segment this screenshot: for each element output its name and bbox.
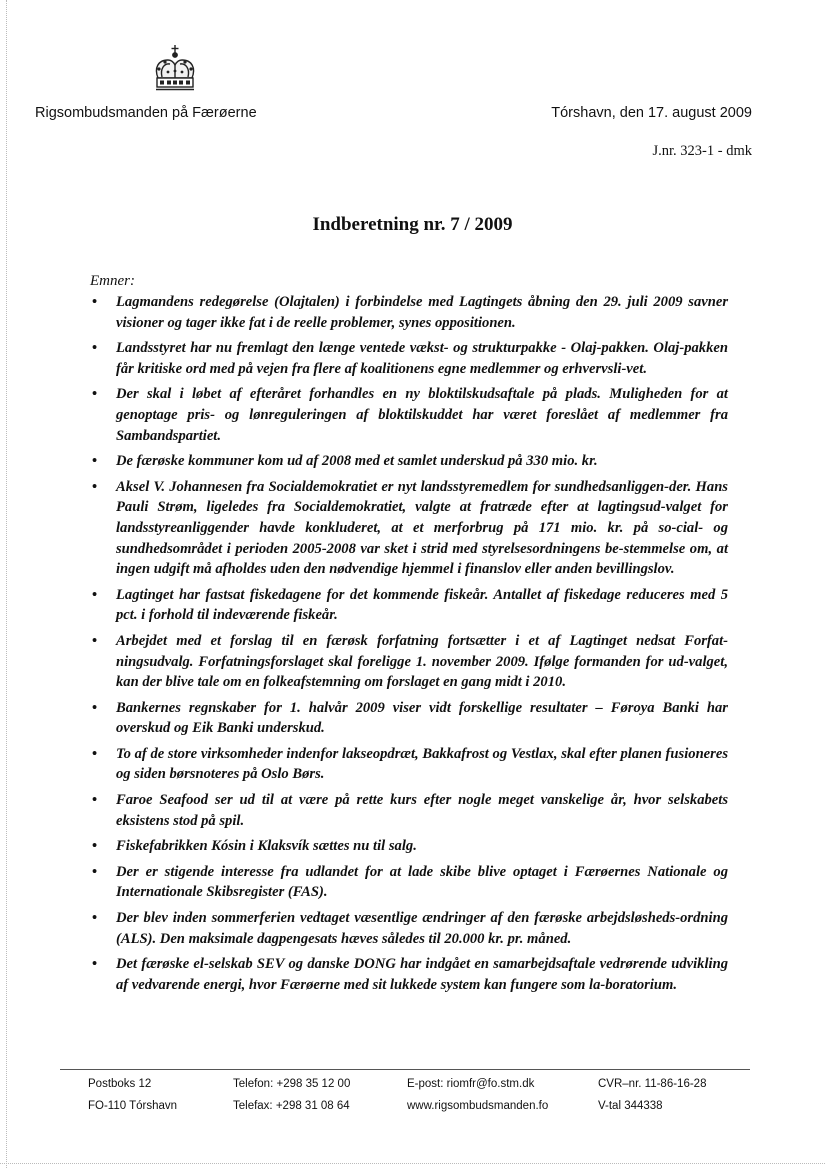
list-item-text: Lagmandens redegørelse (Olajtalen) i forbindelse med Lagtingets åbning den 29. juli 2009 savner visioner og tager ikke fat i de reelle problemer, synes oppositionen.: [116, 294, 728, 331]
footer-vtal: V-tal 344338: [598, 1100, 663, 1112]
list-item-text: Bankernes regnskaber for 1. halvår 2009 viser vidt forskellige resultater – Føroya Banki har overskud og Eik Banki underskud.: [116, 699, 728, 737]
list-item: • Det færøske el-selskab SEV og danske DONG har indgået en samarbejdsaftale vedrørende udvikling af vedvarende energi, hvor Færøerne med sit lukkede system kan fungere som la-boratorium.: [92, 956, 728, 993]
footer-postcode: FO-110 Tórshavn: [88, 1100, 178, 1112]
footer-phone: Telefon: +298 35 12 00: [233, 1078, 351, 1090]
list-item-text: To af de store virksomheder indenfor lakseopdræt, Bakkafrost og Vestlax, skal efter planen fusioneres og siden børsnoteres på Oslo Børs.: [116, 745, 728, 783]
place-date: Tórshavn, den 17. august 2009: [551, 105, 752, 121]
footer-divider: [60, 1069, 750, 1070]
list-item: • Der blev inden sommerferien vedtaget væsentlige ændringer af den færøske arbejdsløsheds-ordning (ALS). Den maksimale dagpengesats hæves således til 20.000 kr. pr. måned.: [92, 910, 728, 947]
list-item-text: Der er stigende interesse fra udlandet for at lade skibe blive optaget i Færøernes Nationale og Internationale Skibsregister (FAS).: [116, 863, 728, 901]
list-item: • Arbejdet med et forslag til en færøsk forfatning fortsætter i et af Lagtinget nedsat Forfat-ningsudvalg. Forfatningsforslaget skal foreligge 1. november 2009. Ifølge formanden for ud-valget, kan der blive tale om en folkeafstemning om forslaget en gang midt i 2010.: [92, 632, 728, 691]
footer-website[interactable]: www.rigsombudsmanden.fo: [407, 1100, 549, 1112]
footer-fax: Telefax: +298 31 08 64: [233, 1100, 350, 1112]
list-item: • Lagmandens redegørelse (Olajtalen) i forbindelse med Lagtingets åbning den 29. juli 2009 savner visioner og tager ikke fat i de reelle problemer, synes oppositionen.: [92, 294, 728, 331]
list-item: • Landsstyret har nu fremlagt den længe ventede vækst- og strukturpakke - Olaj-pakken. Olaj-pakken får kritiske ord med på vejen fra flere af koalitionens egne medlemmer og erhvervsli-vet.: [92, 340, 728, 377]
list-item: • Lagtinget har fastsat fiskedagene for det kommende fiskeår. Antallet af fiskedage reduceres med 5 pct. i forhold til indeværende fiskeår.: [92, 586, 728, 624]
topics-label: Emner:: [90, 273, 135, 289]
list-item: • Faroe Seafood ser ud til at være på rette kurs efter nogle meget vanskelige år, hvor selskabets eksistens stod på spil.: [92, 792, 728, 829]
report-title: Indberetning nr. 7 / 2009: [312, 214, 513, 235]
footer-email[interactable]: E-post: riomfr@fo.stm.dk: [407, 1078, 535, 1090]
topic-list: [92, 292, 728, 1000]
list-item-text: Aksel V. Johannesen fra Socialdemokratiet er nyt landsstyremedlem for sundhedsanliggen-der. Hans Pauli Strøm, ligeledes fra Socialdemokratiet, valgte at fratræde efter at lagtingsud-valget for landsstyreanliggender havde konkluderet, at et merforbrug på 171 mio. kr. på so-cial- og sundhedsområdet i perioden 2005-2008 var sket i strid med styrelsesordningens be-stemmelse om, at ingen udgift må afholdes uden den nødvendige hjemmel i finanslov eller anden bevillingslov.: [116, 478, 728, 578]
list-item-text: Arbejdet med et forslag til en færøsk forfatning fortsætter i et af Lagtinget nedsat Forfat-ningsudvalg. Forfatningsforslaget skal foreligge 1. november 2009. Ifølge formanden for ud-valget, kan der blive tale om en folkeafstemning om forslaget en gang midt i 2010.: [116, 632, 728, 691]
footer-postbox: Postboks 12: [88, 1078, 152, 1090]
scan-edge-bottom: [0, 1163, 825, 1165]
list-item-text: Det færøske el-selskab SEV og danske DONG har indgået en samarbejdsaftale vedrørende udvikling af vedvarende energi, hvor Færøerne med sit lukkede system kan fungere som la-boratorium.: [116, 956, 728, 993]
office-name: Rigsombudsmanden på Færøerne: [35, 105, 257, 121]
list-item-text: Der skal i løbet af efteråret forhandles en ny bloktilskudsaftale på plads. Muligheden for at genoptage pris- og lønreguleringen af bloktilskuddet har været foreslået af medlemmer fra Sambandspartiet.: [116, 386, 728, 444]
crown-icon: [148, 44, 202, 94]
list-item: • Der skal i løbet af efteråret forhandles en ny bloktilskudsaftale på plads. Muligheden for at genoptage pris- og lønreguleringen af bloktilskuddet har været foreslået af medlemmer fra Sambandspartiet.: [92, 386, 728, 444]
list-item: • Bankernes regnskaber for 1. halvår 2009 viser vidt forskellige resultater – Føroya Banki har overskud og Eik Banki underskud.: [92, 699, 728, 737]
list-item: • Fiskefabrikken Kósin i Klaksvík sættes nu til salg.: [92, 838, 417, 855]
list-item-text: Lagtinget har fastsat fiskedagene for det kommende fiskeår. Antallet af fiskedage reduceres med 5 pct. i forhold til indeværende fiskeår.: [116, 586, 728, 624]
list-item: • To af de store virksomheder indenfor lakseopdræt, Bakkafrost og Vestlax, skal efter planen fusioneres og siden børsnoteres på Oslo Børs.: [92, 745, 728, 783]
list-item-text: Faroe Seafood ser ud til at være på rette kurs efter nogle meget vanskelige år, hvor selskabets eksistens stod på spil.: [116, 792, 728, 829]
list-item-text: De færøske kommuner kom ud af 2008 med et samlet underskud på 330 mio. kr.: [116, 453, 598, 470]
journal-number: J.nr. 323-1 - dmk: [652, 143, 752, 159]
list-item-text: Fiskefabrikken Kósin i Klaksvík sættes nu til salg.: [116, 838, 417, 855]
footer-cvr: CVR–nr. 11-86-16-28: [598, 1078, 707, 1090]
scan-edge-left: [6, 0, 8, 1168]
list-item: • Der er stigende interesse fra udlandet for at lade skibe blive optaget i Færøernes Nationale og Internationale Skibsregister (FAS).: [92, 863, 728, 901]
list-item-text: Der blev inden sommerferien vedtaget væsentlige ændringer af den færøske arbejdsløsheds-ordning (ALS). Den maksimale dagpengesats hæves således til 20.000 kr. pr. måned.: [116, 910, 728, 947]
list-item: • Aksel V. Johannesen fra Socialdemokratiet er nyt landsstyremedlem for sundhedsanliggen-der. Hans Pauli Strøm, ligeledes fra Socialdemokratiet, valgte at fratræde efter at lagtingsud-valget for landsstyreanliggender havde konkluderet, at et merforbrug på 171 mio. kr. på so-cial- og sundhedsområdet i perioden 2005-2008 var sket i strid med styrelsesordningens be-stemmelse om, at ingen udgift må afholdes uden den nødvendige hjemmel i finanslov eller anden bevillingslov.: [92, 478, 728, 578]
list-item-text: Landsstyret har nu fremlagt den længe ventede vækst- og strukturpakke - Olaj-pakken. Olaj-pakken får kritiske ord med på vejen fra flere af koalitionens egne medlemmer og erhvervsli-vet.: [116, 340, 728, 377]
list-item: • De færøske kommuner kom ud af 2008 med et samlet underskud på 330 mio. kr.: [92, 453, 598, 470]
